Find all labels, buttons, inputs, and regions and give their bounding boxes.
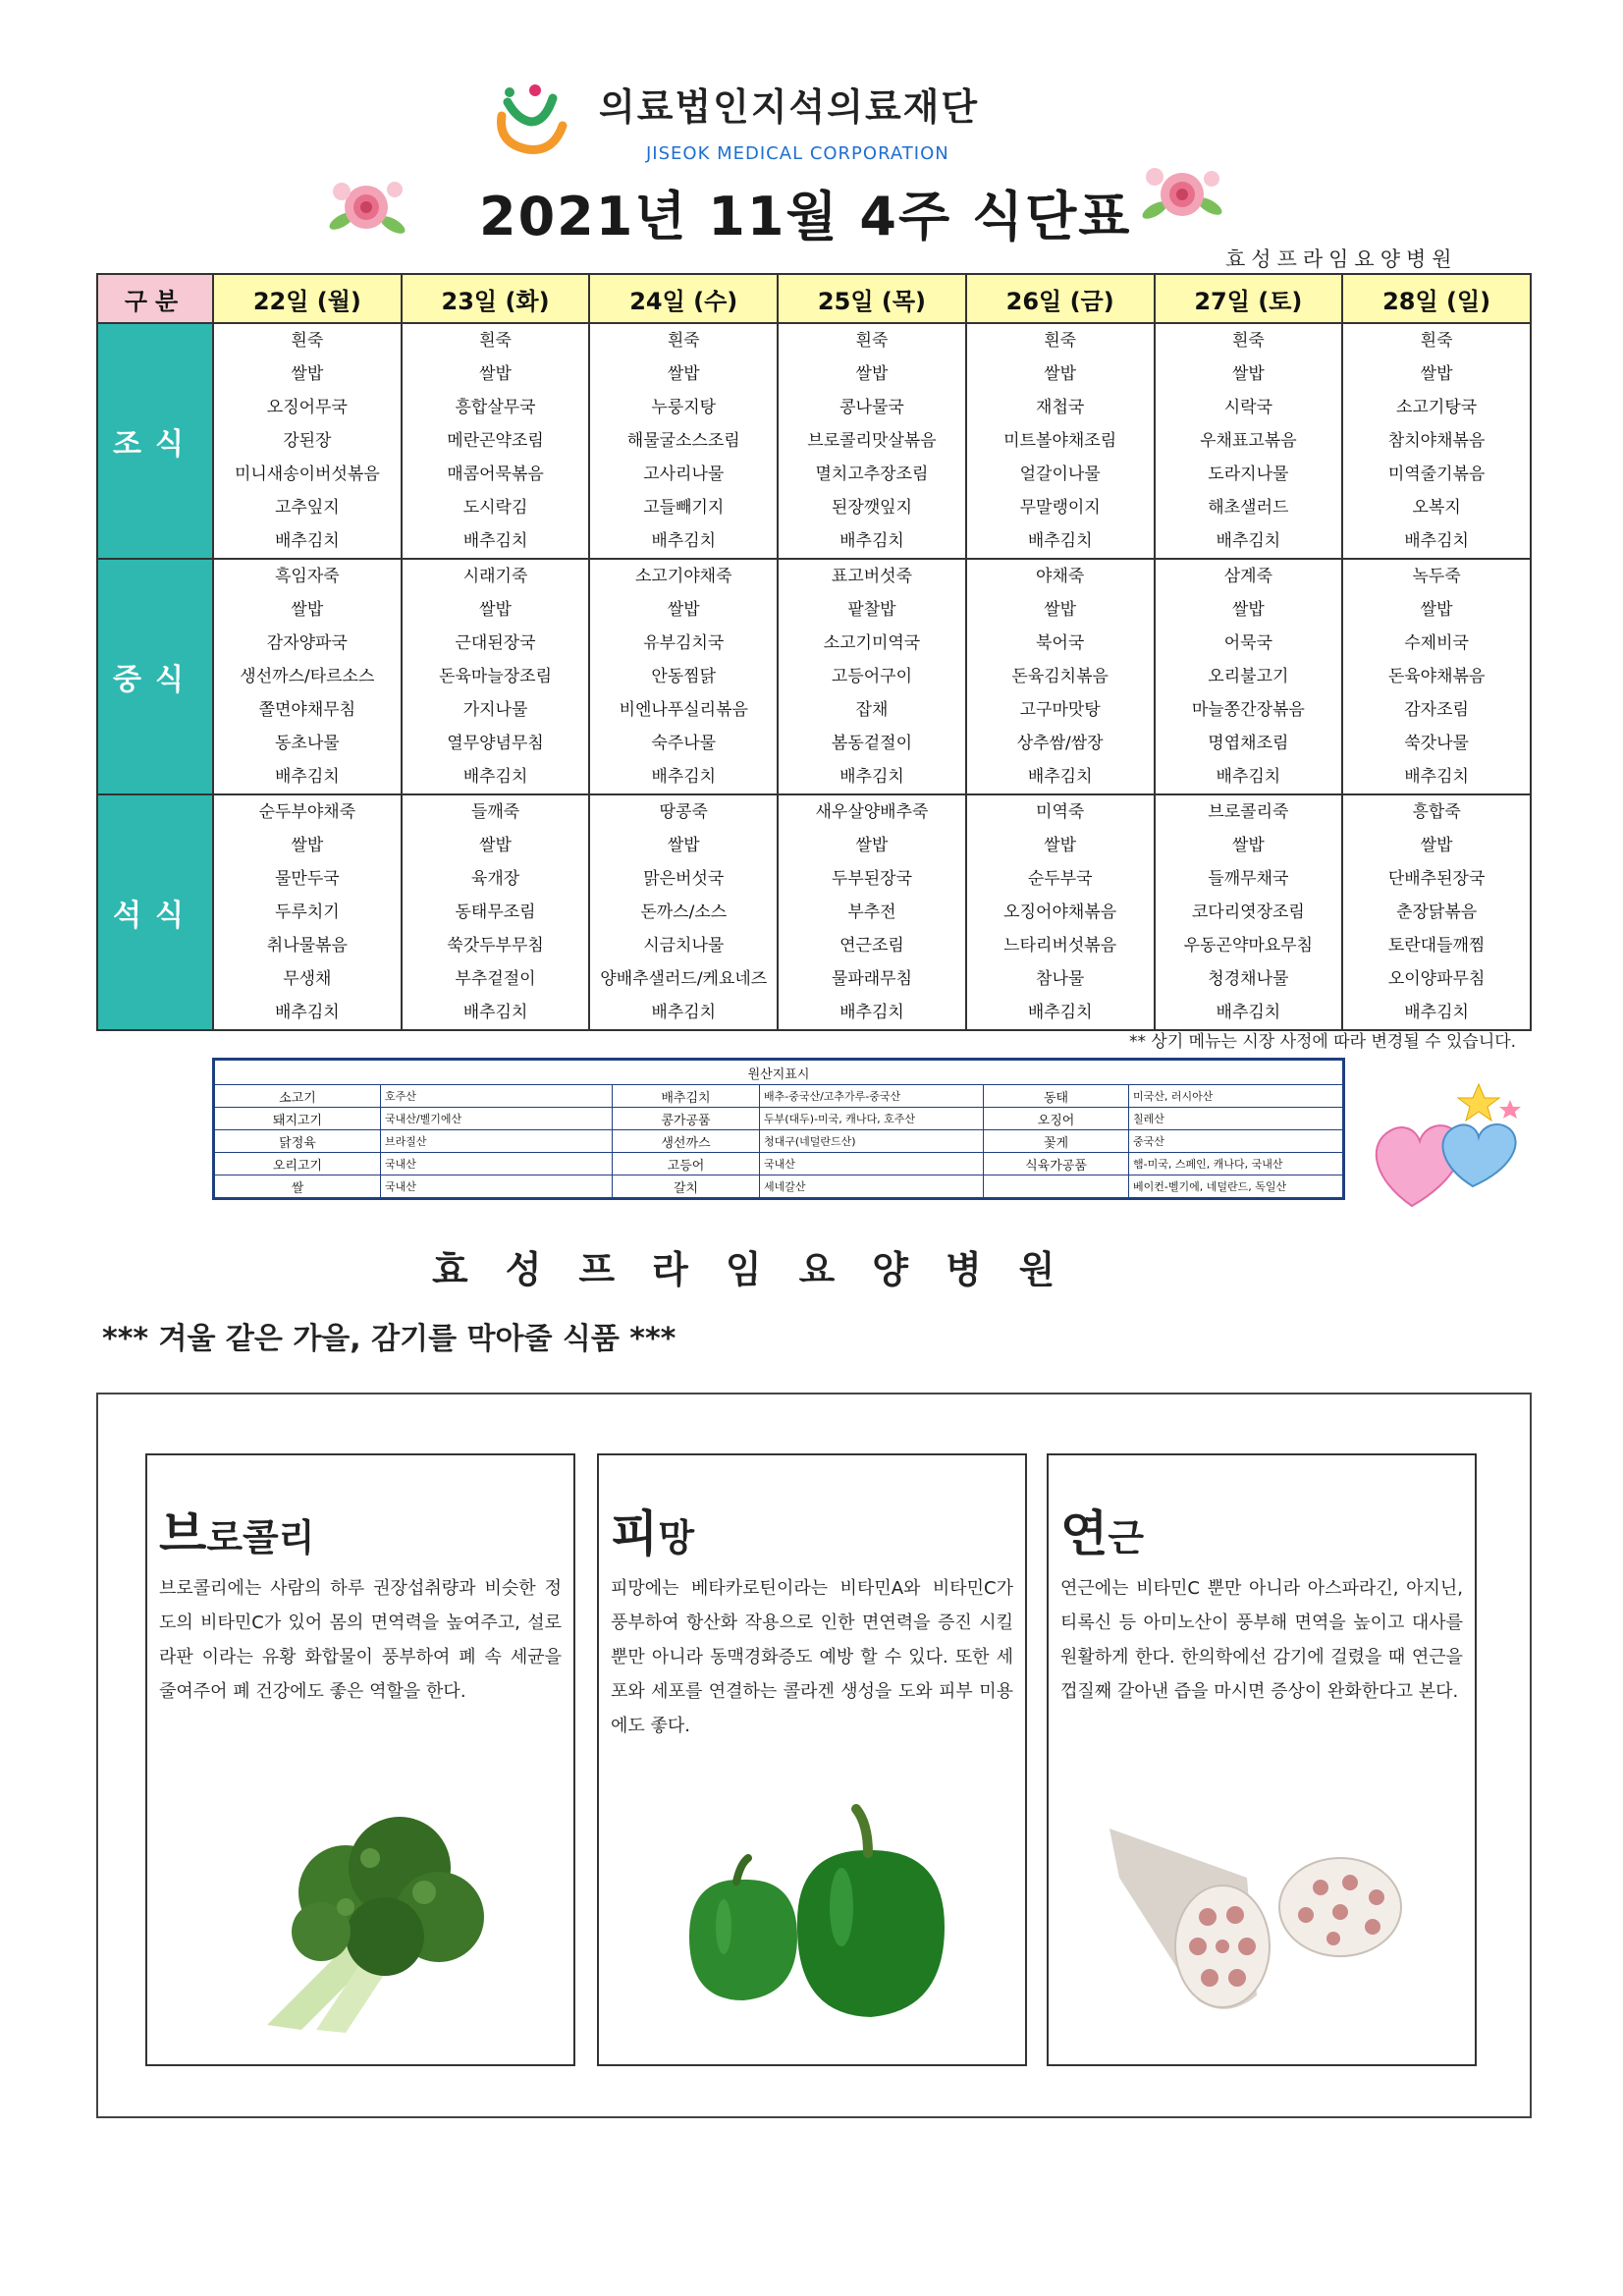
menu-dish: 돈육김치볶음	[1011, 667, 1109, 686]
green-pepper-image-icon	[650, 1799, 974, 2035]
menu-dish: 육개장	[470, 869, 520, 889]
menu-dish: 쌀밥	[479, 364, 512, 384]
broccoli-image-icon	[198, 1799, 522, 2035]
menu-dish: 쌀밥	[1044, 836, 1077, 855]
menu-cell	[966, 323, 1155, 559]
menu-dish: 명엽채조림	[1208, 734, 1289, 753]
day-header: 24일 (수)	[589, 274, 778, 323]
menu-dish: 시금치나물	[643, 936, 725, 956]
origin-item: 닭정육	[214, 1130, 381, 1153]
menu-dish: 배추김치	[275, 531, 340, 551]
menu-dish: 들깨무채국	[1208, 869, 1289, 889]
origin-country: 두부(대두)-미국, 캐나다, 호주산	[760, 1108, 984, 1130]
menu-dish: 근대된장국	[455, 633, 536, 653]
menu-dish: 느타리버섯볶음	[1003, 936, 1117, 956]
menu-dish: 흰죽	[291, 331, 324, 351]
menu-dish: 쑥갓나물	[1404, 734, 1469, 753]
day-header: 23일 (화)	[402, 274, 590, 323]
day-header-row	[97, 274, 1531, 323]
menu-dish: 고구마맛탕	[1019, 700, 1101, 720]
origin-country: 국내산/벨기에산	[381, 1108, 613, 1130]
menu-dish: 봄동겉절이	[831, 734, 913, 753]
menu-dish: 고들빼기지	[643, 498, 725, 518]
food-description: 연근에는 비타민C 뿐만 아니라 아스파라긴, 아지닌, 티록신 등 아미노산이 풍부해 면역을 높이고 대사를 원활하게 한다. 한의학에선 감기에 걸렸을 때 연근을 껍질째 갈아낸 즙을 마시면 증상이 완화한다고 본다.	[1060, 1578, 1463, 1702]
menu-dish: 배추김치	[839, 767, 904, 787]
menu-dish: 시락국	[1223, 398, 1272, 417]
jiseok-logo-icon	[488, 77, 576, 165]
hospital-name: 효성프라임요양병원	[1225, 247, 1458, 271]
origin-country: 브라질산	[381, 1130, 613, 1153]
menu-dish: 배추김치	[651, 531, 717, 551]
menu-dish: 배추김치	[651, 1003, 717, 1022]
origin-country: 미국산, 러시아산	[1129, 1085, 1344, 1108]
menu-dish: 배추김치	[275, 1003, 340, 1022]
menu-dish: 쌀밥	[479, 600, 512, 620]
origin-item: 꽃게	[984, 1130, 1129, 1153]
menu-dish: 오리불고기	[1208, 667, 1289, 686]
menu-dish: 물만두국	[275, 869, 340, 889]
flower-decoration-icon	[1127, 137, 1235, 246]
menu-dish: 고추잎지	[275, 498, 340, 518]
menu-dish: 쌀밥	[291, 836, 324, 855]
origin-item: 동태	[984, 1085, 1129, 1108]
day-header: 27일 (토)	[1155, 274, 1343, 323]
menu-dish: 흰죽	[1420, 331, 1453, 351]
origin-row	[214, 1108, 1344, 1130]
menu-dish: 배추김치	[839, 531, 904, 551]
menu-dish: 해물굴소스조림	[626, 431, 740, 451]
menu-cell	[1155, 559, 1343, 794]
food-title: 피망	[611, 1505, 695, 1562]
menu-dish: 도라지나물	[1208, 465, 1289, 484]
menu-dish: 얼갈이나물	[1019, 465, 1101, 484]
menu-dish: 쌀밥	[291, 600, 324, 620]
menu-dish: 소고기야채죽	[634, 567, 732, 586]
menu-cell	[213, 794, 402, 1030]
meal-row	[97, 794, 1531, 1030]
menu-dish: 해초샐러드	[1208, 498, 1289, 518]
menu-cell	[589, 323, 778, 559]
menu-dish: 동초나물	[275, 734, 340, 753]
menu-dish: 흰죽	[855, 331, 889, 351]
day-header: 22일 (월)	[213, 274, 402, 323]
menu-cell	[402, 323, 590, 559]
menu-cell	[402, 794, 590, 1030]
menu-dish: 배추김치	[1404, 531, 1469, 551]
menu-dish: 부추겉절이	[455, 969, 536, 989]
menu-dish: 쌀밥	[1420, 600, 1453, 620]
menu-dish: 돈육야채볶음	[1387, 667, 1486, 686]
menu-dish: 돈육마늘장조림	[439, 667, 553, 686]
menu-dish: 배추김치	[462, 767, 528, 787]
menu-dish: 배추김치	[1027, 767, 1093, 787]
menu-dish: 북어국	[1036, 633, 1085, 653]
menu-dish: 비엔나푸실리볶음	[619, 700, 748, 720]
menu-dish: 토란대들깨찜	[1387, 936, 1486, 956]
healthy-foods-panel	[96, 1393, 1532, 2118]
menu-dish: 부추전	[847, 902, 896, 922]
origin-item: 식육가공품	[984, 1153, 1129, 1175]
menu-dish: 녹두죽	[1412, 567, 1461, 586]
menu-dish: 메란곤약조림	[447, 431, 544, 451]
menu-body	[97, 323, 1531, 1030]
menu-dish: 흰죽	[1231, 331, 1265, 351]
menu-dish: 무생채	[283, 969, 332, 989]
menu-dish: 삼계죽	[1223, 567, 1272, 586]
origin-item: 오징어	[984, 1108, 1129, 1130]
origin-row	[214, 1153, 1344, 1175]
menu-dish: 미역줄기볶음	[1387, 465, 1486, 484]
origin-row	[214, 1175, 1344, 1199]
menu-dish: 오징어무국	[266, 398, 348, 417]
menu-dish: 어묵국	[1223, 633, 1272, 653]
menu-dish: 쌀밥	[667, 836, 700, 855]
corner-label: 구분	[97, 274, 213, 323]
page-header	[0, 0, 1623, 271]
menu-dish: 쌀밥	[855, 836, 889, 855]
menu-dish: 쌀밥	[667, 364, 700, 384]
menu-dish: 배추김치	[1404, 767, 1469, 787]
day-header: 26일 (금)	[966, 274, 1155, 323]
menu-dish: 고등어구이	[831, 667, 913, 686]
section-title: *** 겨울 같은 가을, 감기를 막아줄 식품 ***	[102, 1322, 676, 1356]
menu-dish: 감자양파국	[266, 633, 348, 653]
menu-dish: 흥합죽	[1412, 802, 1461, 822]
origin-country: 배추-중국산/고추가루-중국산	[760, 1085, 984, 1108]
menu-dish: 물파래무침	[831, 969, 913, 989]
menu-dish: 야채죽	[1036, 567, 1085, 586]
menu-dish: 춘장닭볶음	[1396, 902, 1478, 922]
menu-dish: 쌀밥	[1044, 600, 1077, 620]
menu-dish: 매콤어묵볶음	[447, 465, 544, 484]
menu-cell	[778, 559, 966, 794]
menu-dish: 소고기탕국	[1396, 398, 1478, 417]
menu-dish: 오복지	[1412, 498, 1461, 518]
food-description: 브로콜리에는 사람의 하루 권장섭취량과 비슷한 정도의 비타민C가 있어 몸의 면역력을 높여주고, 설로라판 이라는 유황 화합물이 풍부하여 폐 속 세균을 줄여주어 폐 건강에도 좋은 역할을 한다.	[159, 1578, 562, 1702]
origin-item	[984, 1175, 1129, 1199]
menu-dish: 미역죽	[1036, 802, 1085, 822]
origin-country: 햄-미국, 스페인, 캐나다, 국내산	[1129, 1153, 1344, 1175]
day-header: 25일 (목)	[778, 274, 966, 323]
menu-dish: 쌀밥	[479, 836, 512, 855]
meal-row	[97, 559, 1531, 794]
menu-dish: 배추김치	[1027, 531, 1093, 551]
menu-dish: 쌀밥	[667, 600, 700, 620]
menu-dish: 상추쌈/쌈장	[1016, 734, 1104, 753]
menu-dish: 가지나물	[462, 700, 528, 720]
menu-dish: 우채표고볶음	[1200, 431, 1297, 451]
menu-dish: 쌀밥	[1231, 600, 1265, 620]
menu-dish: 미트볼야채조림	[1003, 431, 1117, 451]
origin-item: 생선까스	[613, 1130, 760, 1153]
menu-dish: 유부김치국	[643, 633, 725, 653]
day-header: 28일 (일)	[1342, 274, 1531, 323]
menu-dish: 팥찰밥	[847, 600, 896, 620]
menu-dish: 배추김치	[1216, 1003, 1281, 1022]
menu-cell	[213, 559, 402, 794]
origin-country: 국내산	[760, 1153, 984, 1175]
menu-cell	[1155, 794, 1343, 1030]
menu-dish: 감자조림	[1404, 700, 1469, 720]
menu-dish: 쌀밥	[855, 364, 889, 384]
menu-dish: 돈까스/소스	[640, 902, 728, 922]
flower-decoration-icon	[312, 152, 420, 260]
menu-dish: 배추김치	[651, 767, 717, 787]
menu-dish: 오이양파무침	[1387, 969, 1486, 989]
origin-item: 오리고기	[214, 1153, 381, 1175]
menu-dish: 미니새송이버섯볶음	[234, 465, 380, 484]
menu-dish: 땅콩죽	[659, 802, 708, 822]
menu-cell	[1155, 323, 1343, 559]
origin-table-title: 원산지표시	[214, 1060, 1344, 1085]
menu-dish: 된장깻잎지	[831, 498, 913, 518]
origin-item: 쌀	[214, 1175, 381, 1199]
origin-country: 국내산	[381, 1153, 613, 1175]
menu-dish: 쌀밥	[1420, 836, 1453, 855]
menu-dish: 콩나물국	[839, 398, 904, 417]
menu-dish: 동태무조림	[455, 902, 536, 922]
origin-table	[212, 1058, 1345, 1200]
menu-dish: 쌀밥	[1044, 364, 1077, 384]
menu-dish: 고사리나물	[643, 465, 725, 484]
origin-row	[214, 1130, 1344, 1153]
menu-dish: 무말랭이지	[1019, 498, 1101, 518]
menu-cell	[1342, 794, 1531, 1030]
menu-dish: 쫄면야채무침	[258, 700, 356, 720]
menu-cell	[966, 559, 1155, 794]
menu-dish: 연근조림	[839, 936, 904, 956]
menu-dish: 맑은버섯국	[643, 869, 725, 889]
menu-cell	[1342, 559, 1531, 794]
menu-dish: 오징어야채볶음	[1003, 902, 1117, 922]
menu-dish: 쌀밥	[1420, 364, 1453, 384]
menu-dish: 쑥갓두부무침	[447, 936, 544, 956]
menu-dish: 취나물볶음	[266, 936, 348, 956]
menu-dish: 흰죽	[1044, 331, 1077, 351]
origin-item: 소고기	[214, 1085, 381, 1108]
menu-dish: 우동곤약마요무침	[1183, 936, 1314, 956]
lotus-root-image-icon	[1100, 1799, 1424, 2035]
menu-dish: 시래기죽	[462, 567, 528, 586]
menu-dish: 쌀밥	[291, 364, 324, 384]
menu-dish: 참나물	[1036, 969, 1085, 989]
menu-cell	[589, 794, 778, 1030]
menu-cell	[589, 559, 778, 794]
menu-dish: 단배추된장국	[1387, 869, 1486, 889]
food-card-lotus-root	[1047, 1453, 1477, 2066]
meal-row	[97, 323, 1531, 559]
menu-dish: 배추김치	[1027, 1003, 1093, 1022]
weekly-menu-table	[96, 273, 1532, 1031]
menu-dish: 순두부야채죽	[258, 802, 356, 822]
menu-dish: 배추김치	[275, 767, 340, 787]
menu-dish: 브로콜리죽	[1208, 802, 1289, 822]
meal-label: 석식	[97, 794, 213, 1030]
menu-dish: 배추김치	[1404, 1003, 1469, 1022]
food-card-broccoli	[145, 1453, 575, 2066]
menu-dish: 들깨죽	[470, 802, 520, 822]
menu-cell	[778, 323, 966, 559]
menu-dish: 열무양념무침	[447, 734, 544, 753]
food-title: 브로콜리	[159, 1505, 315, 1562]
menu-dish: 배추김치	[1216, 531, 1281, 551]
menu-cell	[1342, 323, 1531, 559]
menu-dish: 흰죽	[479, 331, 512, 351]
menu-cell	[966, 794, 1155, 1030]
origin-item: 돼지고기	[214, 1108, 381, 1130]
organization-name: 의료법인지석의료재단	[599, 85, 980, 129]
menu-dish: 쌀밥	[1231, 836, 1265, 855]
hearts-decoration-icon	[1363, 1070, 1530, 1218]
menu-dish: 배추김치	[1216, 767, 1281, 787]
food-title: 연근	[1060, 1505, 1145, 1562]
menu-dish: 흑임자죽	[275, 567, 340, 586]
menu-cell	[778, 794, 966, 1030]
origin-country: 호주산	[381, 1085, 613, 1108]
origin-item: 갈치	[613, 1175, 760, 1199]
menu-dish: 브로콜리맛살볶음	[807, 431, 937, 451]
menu-dish: 양배추샐러드/케요네즈	[600, 969, 768, 989]
food-card-pepper	[597, 1453, 1027, 2066]
menu-dish: 숙주나물	[651, 734, 717, 753]
menu-dish: 순두부국	[1027, 869, 1093, 889]
origin-item: 콩가공품	[613, 1108, 760, 1130]
organization-english-name: JISEOK MEDICAL CORPORATION	[646, 143, 949, 164]
menu-dish: 새우살양배추죽	[815, 802, 929, 822]
menu-dish: 잡채	[855, 700, 889, 720]
menu-dish: 흥합살무국	[455, 398, 536, 417]
menu-dish: 배추김치	[462, 531, 528, 551]
menu-dish: 도시락김	[462, 498, 528, 518]
origin-country: 청대구(네덜란드산)	[760, 1130, 984, 1153]
origin-country: 베이컨-벨기에, 네덜란드, 독일산	[1129, 1175, 1344, 1199]
menu-dish: 코다리엿장조림	[1191, 902, 1305, 922]
menu-dish: 두부된장국	[831, 869, 913, 889]
menu-dish: 안동찜닭	[651, 667, 717, 686]
origin-item: 배추김치	[613, 1085, 760, 1108]
origin-table-body	[214, 1085, 1344, 1199]
menu-dish: 흰죽	[667, 331, 700, 351]
menu-dish: 수제비국	[1404, 633, 1469, 653]
menu-dish: 마늘쫑간장볶음	[1191, 700, 1305, 720]
menu-cell	[213, 323, 402, 559]
meal-label: 조식	[97, 323, 213, 559]
menu-dish: 참치야채볶음	[1387, 431, 1486, 451]
origin-country: 세네갈산	[760, 1175, 984, 1199]
menu-dish: 멸치고추장조림	[815, 465, 929, 484]
menu-dish: 강된장	[283, 431, 332, 451]
origin-row	[214, 1085, 1344, 1108]
origin-country: 중국산	[1129, 1130, 1344, 1153]
origin-country: 국내산	[381, 1175, 613, 1199]
food-description: 피망에는 베타카로틴이라는 비타민A와 비타민C가 풍부하여 항산화 작용으로 인한 면연력을 증진 시킬 뿐만 아니라 동맥경화증도 예방 할 수 있다. 또한 세포와 세포를 연결하는 콜라겐 생성을 도와 피부 미용에도 좋다.	[611, 1578, 1013, 1736]
menu-dish: 소고기미역국	[823, 633, 921, 653]
menu-dish: 배추김치	[839, 1003, 904, 1022]
menu-dish: 배추김치	[462, 1003, 528, 1022]
origin-item: 고등어	[613, 1153, 760, 1175]
menu-change-note: ** 상기 메뉴는 시장 사정에 따라 변경될 수 있습니다.	[1129, 1032, 1517, 1052]
menu-dish: 생선까스/타르소스	[240, 667, 375, 686]
menu-cell	[402, 559, 590, 794]
menu-dish: 표고버섯죽	[831, 567, 913, 586]
menu-dish: 두루치기	[275, 902, 340, 922]
menu-dish: 청경채나물	[1208, 969, 1289, 989]
hospital-name-large: 효성프라임요양병원	[432, 1248, 1093, 1291]
origin-country: 칠레산	[1129, 1108, 1344, 1130]
menu-dish: 누룽지탕	[651, 398, 717, 417]
meal-label: 중식	[97, 559, 213, 794]
page-title: 2021년 11월 4주 식단표	[479, 186, 1132, 247]
menu-dish: 재첩국	[1036, 398, 1085, 417]
menu-dish: 쌀밥	[1231, 364, 1265, 384]
